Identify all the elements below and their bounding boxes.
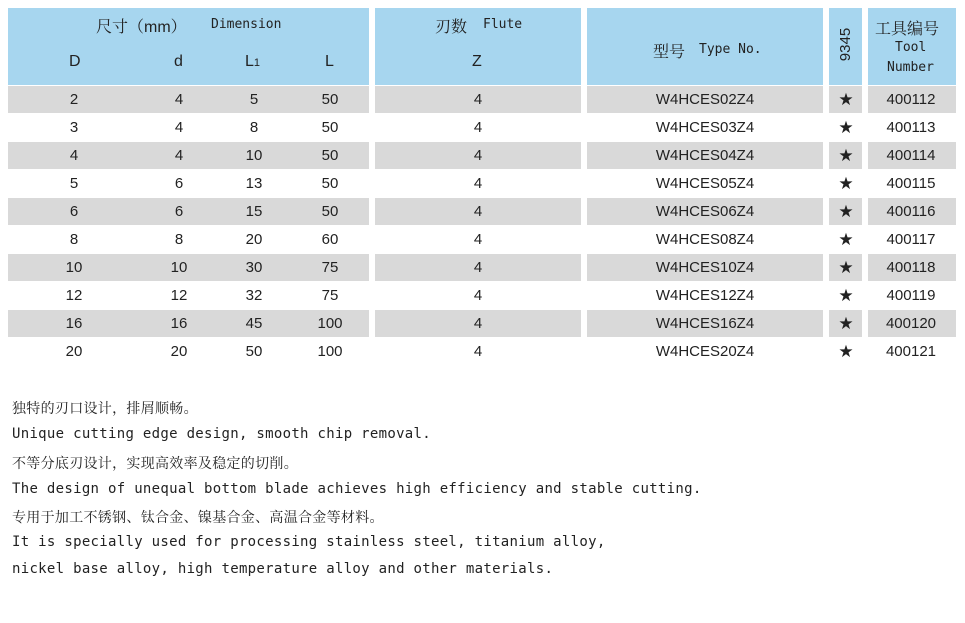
cell-Z: 4	[473, 315, 483, 332]
header-flute	[375, 8, 581, 85]
header-type	[587, 8, 823, 85]
cell-type-no: W4HCES10Z4	[655, 259, 755, 276]
tool-number-cn: 工具编号	[875, 21, 940, 38]
description-line: Unique cutting edge design, smooth chip removal.	[12, 426, 431, 442]
table-row	[8, 310, 956, 337]
cell-stock-mark: ★	[838, 258, 854, 277]
cell-L: 75	[321, 259, 339, 276]
description-line: It is specially used for processing stainless steel, titanium alloy,	[12, 534, 606, 550]
cell-D: 12	[65, 287, 83, 304]
cell-L1: 5	[249, 91, 259, 108]
cell-stock-mark: ★	[838, 230, 854, 249]
cell-D: 6	[69, 203, 79, 220]
grade-label: 9345	[837, 27, 854, 62]
cell-d: 4	[174, 91, 184, 108]
header-grade	[829, 8, 862, 85]
table-row	[8, 86, 956, 113]
cell-D: 4	[69, 147, 79, 164]
cell-d: 16	[170, 315, 188, 332]
tool-number-en-2: Number	[887, 60, 934, 75]
cell-L: 50	[321, 91, 339, 108]
cell-D: 16	[65, 315, 83, 332]
cell-tool-number: 400112	[886, 91, 936, 108]
cell-tool-number: 400114	[886, 147, 936, 164]
table-row	[8, 142, 956, 169]
cell-d: 12	[170, 287, 188, 304]
description-line: 不等分底刃设计，实现高效率及稳定的切削。	[12, 456, 298, 472]
cell-Z: 4	[473, 287, 483, 304]
flute-label-cn: 刃数	[435, 19, 468, 36]
cell-stock-mark: ★	[838, 118, 854, 137]
cell-L: 50	[321, 147, 339, 164]
cell-stock-mark: ★	[838, 90, 854, 109]
cell-tool-number: 400121	[885, 343, 937, 360]
dimension-label-cn: 尺寸（mm）	[96, 19, 187, 36]
cell-type-no: W4HCES04Z4	[655, 147, 755, 164]
description-line: 独特的刃口设计，排屑顺畅。	[12, 401, 198, 417]
cell-L: 50	[321, 119, 339, 136]
description-line: The design of unequal bottom blade achieves high efficiency and stable cutting.	[12, 481, 702, 497]
cell-tool-number: 400115	[886, 175, 936, 192]
cell-D: 2	[69, 91, 79, 108]
cell-d: 6	[174, 203, 184, 220]
header-dimension	[8, 8, 369, 85]
cell-Z: 4	[473, 259, 483, 276]
cell-type-no: W4HCES03Z4	[655, 119, 755, 136]
cell-D: 3	[69, 119, 79, 136]
cell-tool-number: 400118	[886, 259, 936, 276]
cell-L1: 32	[245, 287, 263, 304]
col-header-L1-sub: 1	[253, 57, 261, 69]
cell-Z: 4	[473, 175, 483, 192]
type-label-en: Type No.	[699, 42, 762, 57]
cell-Z: 4	[473, 231, 483, 248]
cell-Z: 4	[473, 343, 483, 360]
cell-L: 100	[317, 343, 343, 360]
cell-L: 75	[321, 287, 339, 304]
dimension-label-en: Dimension	[211, 17, 282, 32]
cell-d: 4	[174, 119, 184, 136]
table-row	[8, 114, 956, 141]
cell-L: 100	[317, 315, 343, 332]
cell-Z: 4	[473, 147, 483, 164]
cell-tool-number: 400116	[886, 203, 936, 220]
cell-L1: 15	[245, 203, 263, 220]
table-row	[8, 198, 956, 225]
cell-stock-mark: ★	[838, 174, 854, 193]
flute-label-en: Flute	[483, 17, 523, 32]
cell-tool-number: 400113	[886, 119, 936, 136]
cell-L1: 30	[245, 259, 263, 276]
cell-Z: 4	[473, 119, 483, 136]
cell-type-no: W4HCES05Z4	[655, 175, 755, 192]
cell-D: 8	[69, 231, 79, 248]
cell-type-no: W4HCES06Z4	[655, 203, 755, 220]
cell-L1: 10	[245, 147, 263, 164]
cell-D: 10	[65, 259, 83, 276]
table-row	[8, 338, 956, 365]
header-tool-number	[868, 8, 956, 85]
cell-d: 6	[174, 175, 184, 192]
cell-d: 20	[170, 343, 188, 360]
col-header-L: L	[325, 53, 334, 70]
cell-type-no: W4HCES02Z4	[655, 91, 755, 108]
cell-Z: 4	[473, 203, 483, 220]
cell-stock-mark: ★	[838, 202, 854, 221]
tool-number-en-1: Tool	[895, 40, 927, 55]
cell-Z: 4	[473, 91, 483, 108]
cell-d: 4	[174, 147, 184, 164]
col-header-L1	[245, 53, 260, 71]
table-row	[8, 226, 956, 253]
cell-D: 5	[69, 175, 79, 192]
cell-type-no: W4HCES08Z4	[655, 231, 755, 248]
col-header-L1-main: L	[245, 53, 254, 70]
cell-tool-number: 400120	[885, 315, 937, 332]
cell-d: 8	[174, 231, 184, 248]
type-label-cn: 型号	[653, 44, 686, 61]
cell-L: 50	[321, 175, 339, 192]
cell-stock-mark: ★	[838, 146, 854, 165]
col-header-Z: Z	[472, 53, 482, 70]
cell-type-no: W4HCES12Z4	[655, 287, 755, 304]
table-row	[8, 254, 956, 281]
cell-D: 20	[65, 343, 83, 360]
description-line: 专用于加工不锈钢、钛合金、镍基合金、高温合金等材料。	[12, 510, 384, 526]
cell-L: 60	[321, 231, 339, 248]
col-header-d: d	[174, 53, 183, 70]
cell-stock-mark: ★	[838, 314, 854, 333]
cell-d: 10	[170, 259, 188, 276]
table-row	[8, 170, 956, 197]
description-line: nickel base alloy, high temperature alloy and other materials.	[12, 561, 554, 577]
cell-type-no: W4HCES20Z4	[655, 343, 755, 360]
cell-L1: 8	[249, 119, 259, 136]
col-header-D: D	[69, 53, 81, 70]
cell-L: 50	[321, 203, 339, 220]
cell-stock-mark: ★	[838, 342, 854, 361]
cell-tool-number: 400119	[886, 287, 936, 304]
cell-L1: 20	[245, 231, 263, 248]
cell-L1: 50	[245, 343, 263, 360]
cell-L1: 13	[245, 175, 263, 192]
table-row	[8, 282, 956, 309]
cell-stock-mark: ★	[838, 286, 854, 305]
cell-L1: 45	[245, 315, 263, 332]
cell-type-no: W4HCES16Z4	[655, 315, 755, 332]
cell-tool-number: 400117	[886, 231, 936, 248]
